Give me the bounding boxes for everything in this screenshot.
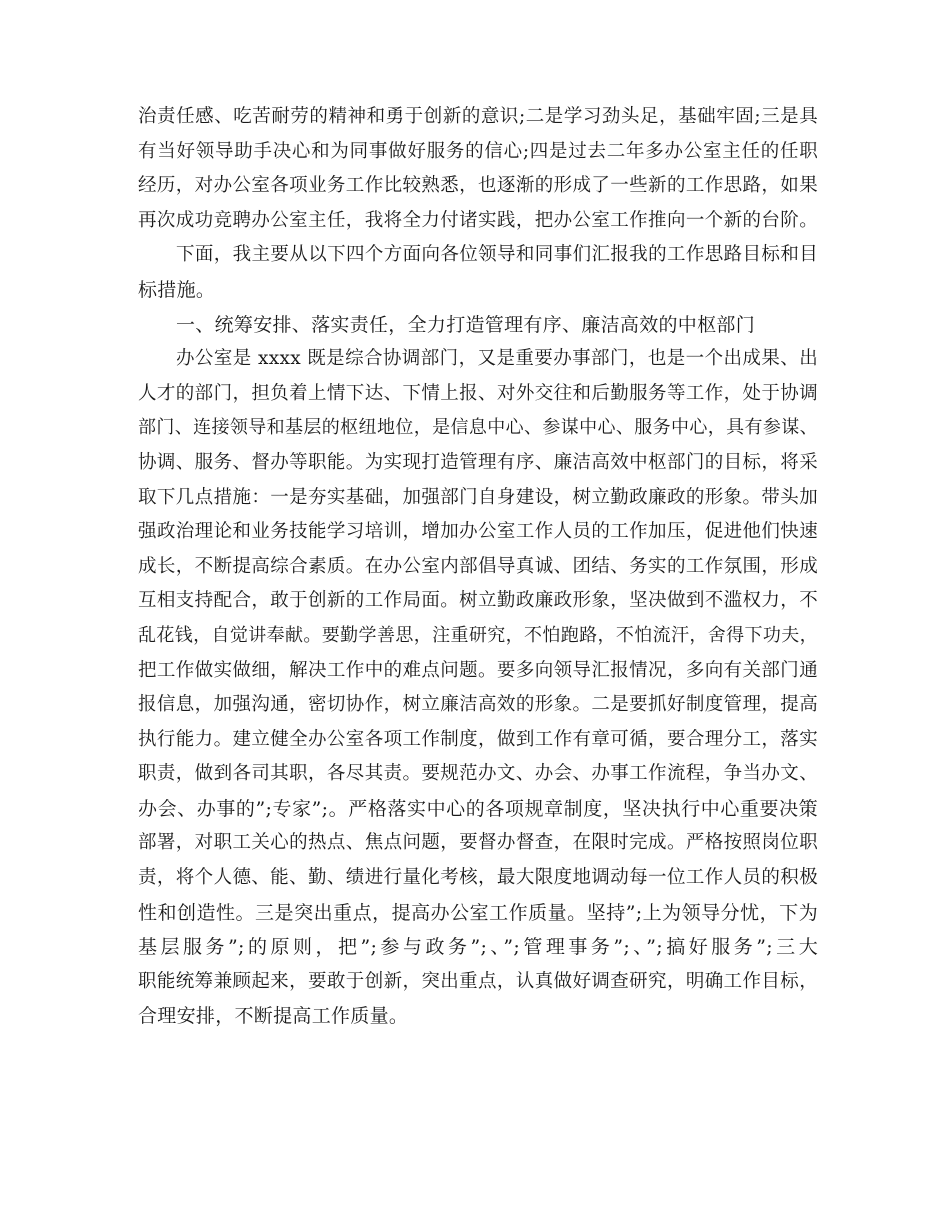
- text-line: 部门、连接领导和基层的枢纽地位，是信息中心、参谋中心、服务中心，具有参谋、: [138, 417, 818, 439]
- text-line: 取下几点措施：一是夯实基础，加强部门自身建设，树立勤政廉政的形象。带头加: [138, 486, 818, 508]
- text-line: 人才的部门，担负着上情下达、下情上报、对外交往和后勤服务等工作，处于协调: [138, 382, 818, 404]
- text-line: 办公室是 xxxx 既是综合协调部门，又是重要办事部门，也是一个出成果、出: [176, 348, 818, 370]
- document-page: [138, 100, 818, 1034]
- text-line: 职能统筹兼顾起来，要敢于创新，突出重点，认真做好调查研究，明确工作目标，: [138, 970, 818, 992]
- text-line: 部署，对职工关心的热点、焦点问题，要督办督查，在限时完成。严格按照岗位职: [138, 832, 818, 854]
- text-line: 互相支持配合，敢于创新的工作局面。树立勤政廉政形象，坚决做到不滥权力，不: [138, 590, 818, 612]
- text-line: 协调、服务、督办等职能。为实现打造管理有序、廉洁高效中枢部门的目标，将采: [138, 451, 818, 473]
- text-line: 乱花钱，自觉讲奉献。要勤学善思，注重研究，不怕跑路，不怕流汗，舍得下功夫，: [138, 624, 818, 646]
- text-line: 标措施。: [138, 278, 216, 301]
- text-line: 成长，不断提高综合素质。在办公室内部倡导真诚、团结、务实的工作氛围，形成: [138, 555, 818, 577]
- text-line: 职责，做到各司其职，各尽其责。要规范办文、办会、办事工作流程，争当办文、: [138, 763, 818, 785]
- text-line: 治责任感、吃苦耐劳的精神和勇于创新的意识;二是学习劲头足，基础牢固;三是具: [138, 106, 818, 127]
- text-line: 再次成功竞聘办公室主任，我将全力付诸实践，把办公室工作推向一个新的台阶。: [138, 209, 818, 231]
- text-line: 经历，对办公室各项业务工作比较熟悉，也逐渐的形成了一些新的工作思路，如果: [138, 175, 818, 197]
- text-line: 报信息，加强沟通，密切协作，树立廉洁高效的形象。二是要抓好制度管理，提高: [138, 694, 818, 716]
- text-line: 下面，我主要从以下四个方面向各位领导和同事们汇报我的工作思路目标和目: [176, 244, 818, 266]
- text-line: 责，将个人德、能、勤、绩进行量化考核，最大限度地调动每一位工作人员的积极: [138, 867, 818, 889]
- document-body: [138, 100, 818, 1034]
- text-line: 基层服务”;的原则，把”;参与政务”;、”;管理事务”;、”;搞好服务”;三大: [138, 936, 818, 959]
- text-line: 强政治理论和业务技能学习培训，增加办公室工作人员的工作加压，促进他们快速: [138, 521, 818, 543]
- text-line: 一、统筹安排、落实责任，全力打造管理有序、廉洁高效的中枢部门: [176, 313, 756, 336]
- text-line: 性和创造性。三是突出重点，提高办公室工作质量。坚持”;上为领导分忧，下为: [138, 901, 818, 924]
- text-line: 合理安排，不断提高工作质量。: [138, 1005, 409, 1028]
- text-line: 有当好领导助手决心和为同事做好服务的信心;四是过去二年多办公室主任的任职: [138, 140, 818, 162]
- text-line: 执行能力。建立健全办公室各项工作制度，做到工作有章可循，要合理分工，落实: [138, 728, 818, 750]
- text-line: 把工作做实做细，解决工作中的难点问题。要多向领导汇报情况，多向有关部门通: [138, 659, 818, 681]
- text-line: 办会、办事的”;专家”;。严格落实中心的各项规章制度，坚决执行中心重要决策: [138, 797, 818, 820]
